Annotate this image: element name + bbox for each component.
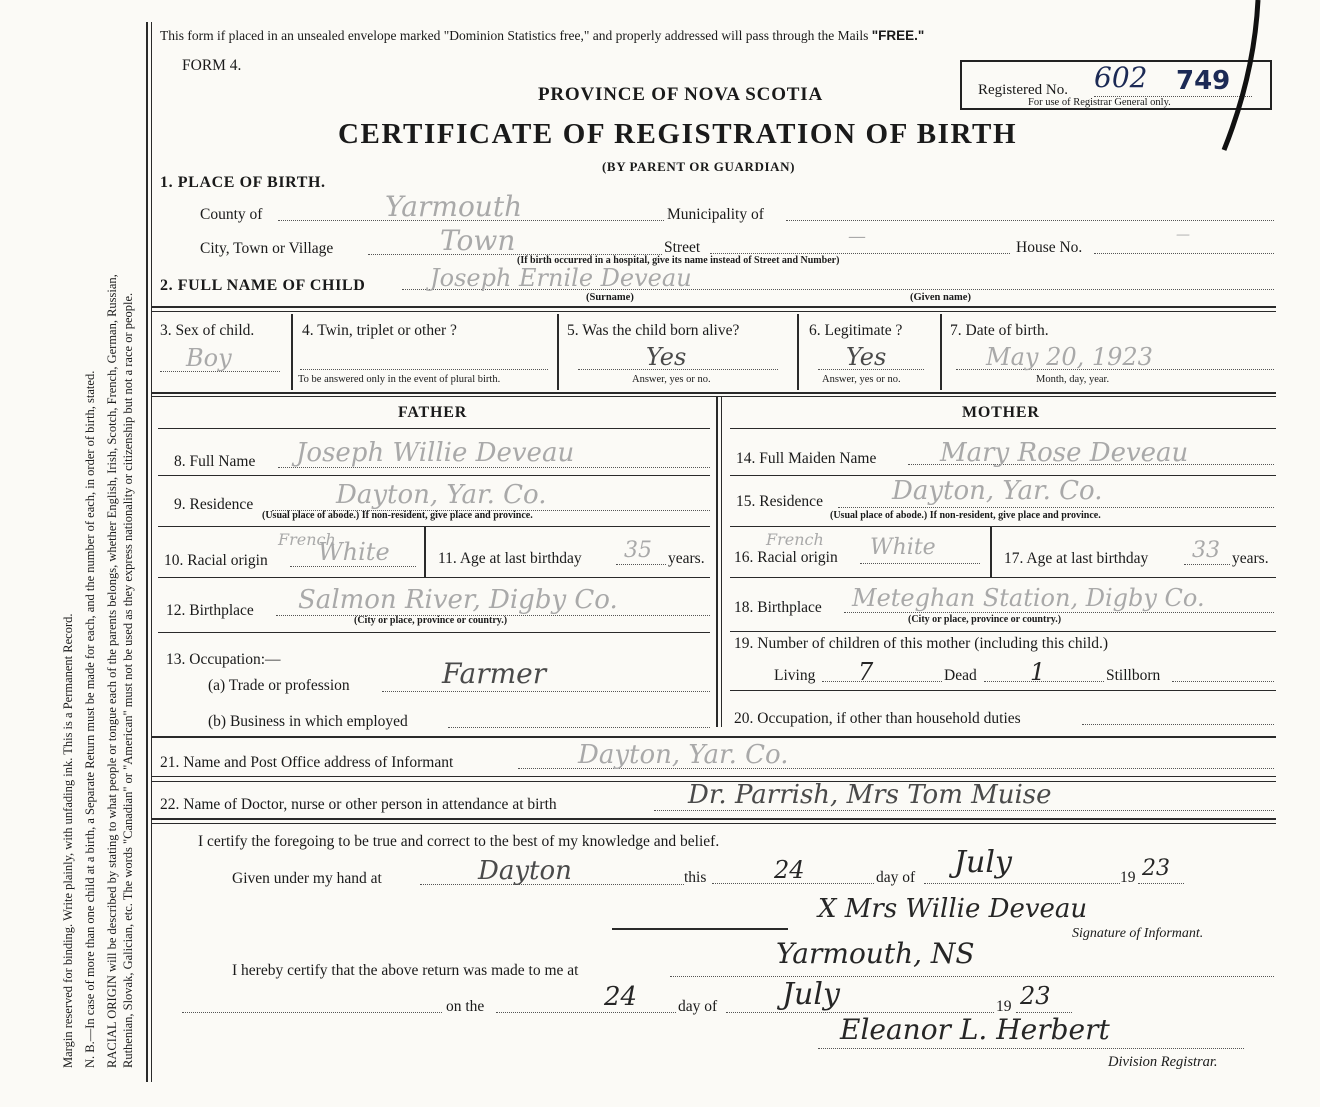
mother-row-16-rule (730, 577, 1276, 578)
date-of-birth-note: Month, day, year. (1036, 374, 1110, 385)
divider-3-4 (291, 314, 293, 390)
mother-occupation-line (1082, 724, 1274, 725)
day-value: 24 (774, 856, 805, 884)
doctor-label: 22. Name of Doctor, nurse or other person in attendance at birth (160, 796, 557, 813)
side-note-multiple-births: N. B.—In case of more than one child at a birth, a Separate Return must be made for each, and the number of each, in order of birth, stated. (83, 370, 97, 1068)
house-number-label: House No. (1016, 239, 1083, 256)
living-label: Living (774, 667, 816, 684)
on-the-lead-line (182, 1012, 442, 1013)
given-place-value: Dayton (478, 856, 572, 886)
father-name-label: 8. Full Name (174, 453, 256, 470)
registrar-place-line (670, 976, 1274, 977)
street-value: — (848, 226, 866, 247)
registered-label: Registered No. (978, 82, 1068, 98)
born-alive-value: Yes (646, 343, 687, 371)
registrar-statement: I hereby certify that the above return was made to me at (232, 962, 579, 979)
legitimate-value: Yes (846, 343, 887, 371)
mother-heading: MOTHER (962, 404, 1040, 421)
mother-heading-rule (730, 428, 1276, 429)
informant-label: 21. Name and Post Office address of Informant (160, 754, 454, 771)
reg-month-value: July (782, 977, 840, 1012)
informant-signature-underline (612, 928, 788, 930)
living-value: 7 (858, 658, 874, 686)
doctor-value: Dr. Parrish, Mrs Tom Muise (688, 780, 1052, 810)
twin-note: To be answered only in the event of plural birth. (298, 374, 501, 385)
father-row-12-rule (158, 632, 710, 633)
reg-day-of-label: day of (678, 998, 718, 1015)
mother-birthplace-note: (City or place, province or country.) (908, 614, 1062, 625)
father-racial-age-divider (424, 527, 426, 577)
twin-line (300, 369, 548, 370)
rule-after-child-name (152, 306, 1276, 308)
mother-racial-origin-label: 16. Racial origin (734, 549, 838, 566)
mother-row-18-rule (730, 631, 1276, 632)
reg-year-prefix: 19 (996, 998, 1012, 1015)
child-name-value: Joseph Ernile Deveau (430, 264, 692, 292)
date-of-birth-label: 7. Date of birth. (950, 322, 1049, 339)
father-birthplace-label: 12. Birthplace (166, 602, 254, 619)
mother-racial-origin-note: French (766, 530, 824, 549)
rule-after-parents (152, 736, 1276, 738)
child-name-label: 2. FULL NAME OF CHILD (160, 277, 366, 294)
place-of-birth-heading: 1. PLACE OF BIRTH. (160, 174, 326, 191)
father-trade-line (382, 691, 710, 692)
stillborn-line (1172, 681, 1274, 682)
mother-birthplace-value: Meteghan Station, Digby Co. (852, 584, 1205, 612)
divider-6-7 (940, 314, 942, 390)
postal-note (160, 29, 924, 43)
surname-note: (Surname) (586, 292, 634, 303)
mother-age-label: 17. Age at last birthday (1004, 550, 1149, 567)
page-subtitle: (BY PARENT OR GUARDIAN) (602, 159, 796, 174)
sex-label: 3. Sex of child. (160, 322, 255, 339)
legitimate-label: 6. Legitimate ? (809, 322, 903, 339)
mother-residence-label: 15. Residence (736, 493, 823, 510)
father-heading-rule (158, 428, 710, 429)
hospital-note: (If birth occurred in a hospital, give its name instead of Street and Number) (517, 255, 840, 266)
municipality-label: Municipality of (667, 206, 764, 223)
month-line (924, 883, 1120, 884)
divider-4-5 (557, 314, 559, 390)
form-number: FORM 4. (182, 57, 242, 74)
side-note-racial-origin-1: RACIAL ORIGIN will be described by stating to what people or tongue each of the parents belongs, whether English, Irish, Scotch, French, German, Russian, (105, 274, 119, 1068)
rule-after-row-3-7 (152, 392, 1276, 394)
county-label: County of (200, 206, 263, 223)
father-birthplace-note: (City or place, province or country.) (354, 615, 508, 626)
reg-day-line (496, 1012, 676, 1013)
mother-birthplace-line (844, 612, 1274, 613)
divider-5-6 (797, 314, 799, 390)
legitimate-note: Answer, yes or no. (822, 374, 901, 385)
rule-after-informant (152, 776, 1276, 777)
county-value: Yarmouth (385, 190, 523, 223)
day-of-label: day of (876, 869, 916, 886)
father-occupation-label: 13. Occupation:— (166, 651, 281, 668)
dead-value: 1 (1030, 658, 1046, 686)
born-alive-label: 5. Was the child born alive? (567, 322, 740, 339)
father-birthplace-value: Salmon River, Digby Co. (298, 585, 618, 615)
mother-name-value: Mary Rose Deveau (940, 438, 1189, 468)
father-racial-origin-value: White (318, 538, 390, 566)
registrar-signature-line (818, 1048, 1244, 1049)
postal-note-text: This form if placed in an unsealed envelope marked "Dominion Statistics free," and properly addressed will pass through the Mails (160, 28, 869, 43)
rule-after-child-name-2 (152, 311, 1276, 312)
house-number-value: — (1176, 227, 1190, 243)
side-note-racial-origin-2: Ruthenian, Slovak, Galician, etc. The words "Canadian" or "American" must not be used as they express nationality or citizenship but not a race or people. (121, 292, 135, 1068)
month-value: July (954, 845, 1012, 880)
mother-occupation-label: 20. Occupation, if other than household duties (734, 710, 1021, 727)
on-the-label: on the (446, 998, 485, 1015)
mother-age-value: 33 (1192, 538, 1220, 563)
father-row-10-rule (158, 577, 710, 578)
pen-stroke (1218, 0, 1278, 160)
born-alive-note: Answer, yes or no. (632, 374, 711, 385)
father-residence-note: (Usual place of abode.) If non-resident, give place and province. (262, 510, 533, 521)
doctor-line (654, 810, 1274, 811)
margin-line (146, 22, 148, 1082)
rule-after-doctor (152, 818, 1276, 820)
father-trade-value: Farmer (442, 657, 547, 690)
informant-signature-label: Signature of Informant. (1072, 926, 1204, 941)
mother-residence-line (838, 507, 1274, 508)
certify-statement: I certify the foregoing to be true and correct to the best of my knowledge and belief. (198, 833, 720, 850)
side-note-binding: Margin reserved for binding. Write plainly, with unfading ink. This is a Permanent Record. (61, 613, 75, 1068)
twin-label: 4. Twin, triplet or other ? (302, 322, 457, 339)
father-racial-origin-note: French (278, 530, 336, 549)
father-business-label: (b) Business in which employed (208, 713, 408, 730)
rule-after-row-3-7-b (152, 396, 1276, 397)
father-residence-value: Dayton, Yar. Co. (336, 480, 547, 510)
father-row-9-rule (158, 526, 710, 527)
margin-line-inner (151, 22, 152, 1082)
mother-name-label: 14. Full Maiden Name (736, 450, 877, 467)
postal-free: "FREE." (871, 28, 925, 43)
parents-divider-right (721, 397, 722, 727)
informant-signature: X Mrs Willie Deveau (818, 894, 1088, 924)
mother-racial-origin-value: White (870, 535, 936, 560)
father-age-line (616, 564, 666, 565)
mother-racial-origin-line (860, 563, 980, 564)
father-residence-label: 9. Residence (174, 496, 254, 513)
date-of-birth-value: May 20, 1923 (986, 343, 1153, 371)
rule-after-doctor-b (152, 823, 1276, 824)
street-label: Street (664, 239, 701, 256)
father-racial-origin-line (290, 566, 416, 567)
year-value: 23 (1142, 856, 1170, 881)
parents-divider-left (716, 397, 718, 727)
mother-birthplace-label: 18. Birthplace (734, 599, 822, 616)
year-prefix: 19 (1120, 869, 1136, 886)
reg-day-value: 24 (604, 982, 638, 1012)
dead-label: Dead (944, 667, 977, 684)
father-age-label: 11. Age at last birthday (438, 550, 582, 567)
father-trade-label: (a) Trade or profession (208, 677, 350, 694)
registrar-place-value: Yarmouth, NS (776, 937, 975, 970)
year-line (1138, 883, 1184, 884)
page-title: CERTIFICATE OF REGISTRATION OF BIRTH (338, 118, 1018, 150)
mother-children-label: 19. Number of children of this mother (including this child.) (734, 635, 1109, 652)
mother-age-line (1184, 564, 1230, 565)
father-name-value: Joseph Willie Deveau (296, 438, 575, 468)
reg-year-value: 23 (1020, 982, 1051, 1010)
living-line (822, 681, 942, 682)
division-registrar-label: Division Registrar. (1108, 1054, 1218, 1070)
city-label: City, Town or Village (200, 240, 334, 257)
registrar-general-note: For use of Registrar General only. (1028, 97, 1171, 108)
father-age-value: 35 (624, 538, 652, 563)
city-value: Town (440, 224, 516, 257)
informant-value: Dayton, Yar. Co. (578, 740, 789, 770)
registered-suffix: 749 (1176, 66, 1231, 96)
sex-value: Boy (186, 344, 232, 372)
mother-residence-value: Dayton, Yar. Co. (892, 476, 1103, 506)
mother-row-19-rule (730, 690, 1276, 691)
mother-row-15-rule (730, 526, 1276, 527)
mother-age-unit: years. (1232, 550, 1269, 567)
stillborn-label: Stillborn (1106, 667, 1161, 684)
father-age-unit: years. (668, 550, 705, 567)
father-heading: FATHER (398, 404, 468, 421)
street-line (710, 253, 1010, 254)
father-business-line (448, 727, 710, 728)
given-under-hand-label: Given under my hand at (232, 870, 382, 887)
registrar-signature: Eleanor L. Herbert (840, 1013, 1110, 1046)
this-label: this (684, 869, 707, 886)
registered-number: 602 (1094, 61, 1148, 94)
mother-residence-note: (Usual place of abode.) If non-resident, give place and province. (830, 510, 1101, 521)
mother-racial-age-divider (990, 527, 992, 577)
father-racial-origin-label: 10. Racial origin (164, 552, 268, 569)
house-number-line (1094, 253, 1274, 254)
province-heading: PROVINCE OF NOVA SCOTIA (538, 84, 823, 105)
municipality-line (786, 220, 1274, 221)
father-row-8-rule (158, 475, 710, 476)
given-name-note: (Given name) (910, 292, 971, 303)
